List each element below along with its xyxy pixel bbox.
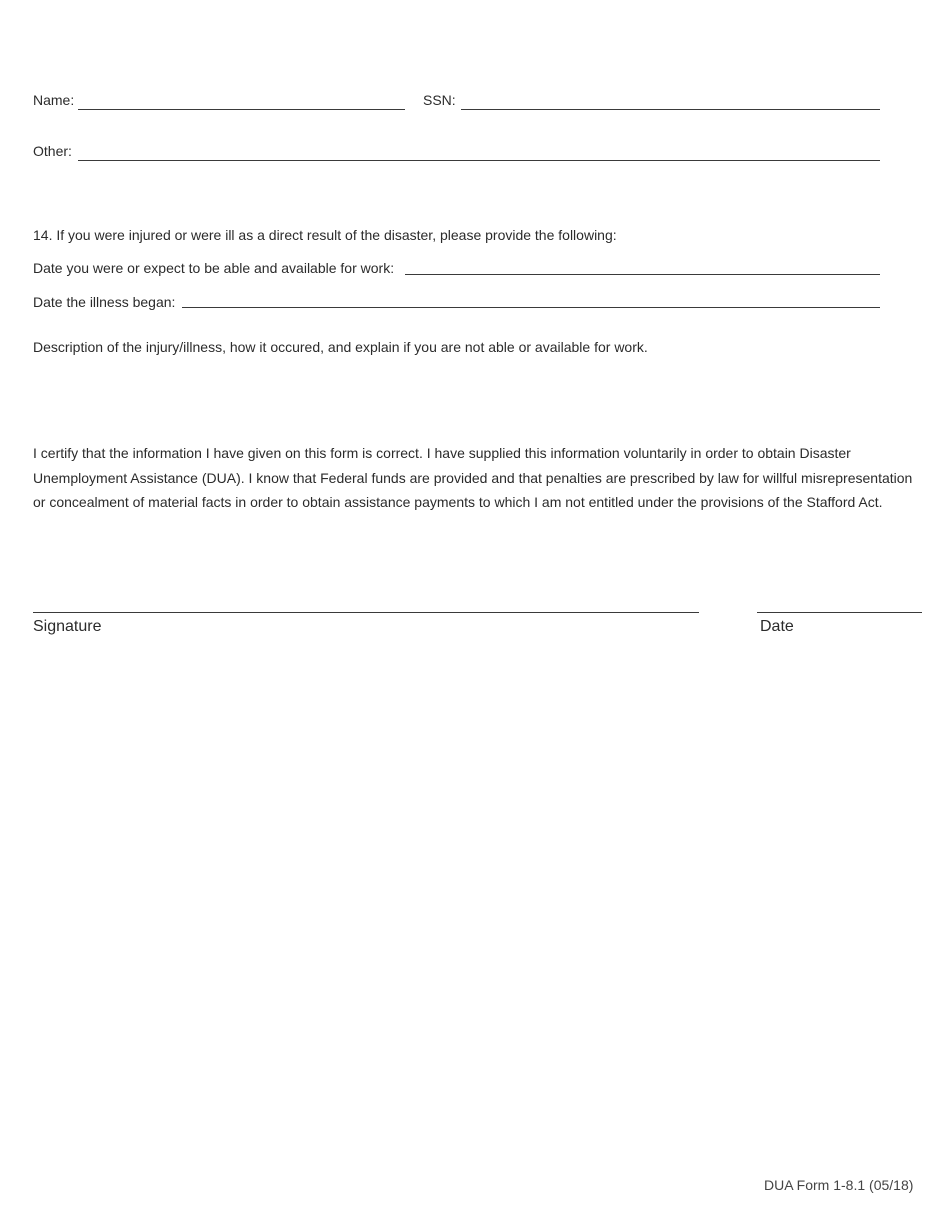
- name-input[interactable]: [78, 90, 405, 110]
- illness-date-input[interactable]: [182, 288, 880, 308]
- description-label: Description of the injury/illness, how it occured, and explain if you are not able or available for work.: [33, 339, 648, 355]
- available-date-input[interactable]: [405, 255, 880, 275]
- signature-label: Signature: [33, 618, 102, 635]
- other-input[interactable]: [78, 141, 880, 161]
- available-date-label: Date you were or expect to be able and available for work:: [33, 260, 395, 276]
- signature-line[interactable]: [33, 612, 699, 613]
- date-line[interactable]: [757, 612, 922, 613]
- date-label: Date: [760, 618, 794, 635]
- other-label: Other:: [33, 143, 72, 159]
- ssn-input[interactable]: [461, 90, 880, 110]
- illness-date-label: Date the illness began:: [33, 294, 176, 310]
- question-14-heading: 14. If you were injured or were ill as a direct result of the disaster, please provide the following:: [33, 227, 617, 243]
- form-id-footer: DUA Form 1-8.1 (05/18): [764, 1177, 914, 1193]
- certification-text: I certify that the information I have given on this form is correct. I have supplied this information voluntarily in order to obtain Disaster Unemployment Assistance (DUA). I know that Federal funds are provided and that penalties are prescribed by law for willful misrepresentation or concealment of material facts in order to obtain assistance payments to which I am not entitled under the provisions of the Stafford Act.: [33, 445, 913, 511]
- ssn-label: SSN:: [423, 92, 456, 108]
- name-label: Name:: [33, 92, 75, 108]
